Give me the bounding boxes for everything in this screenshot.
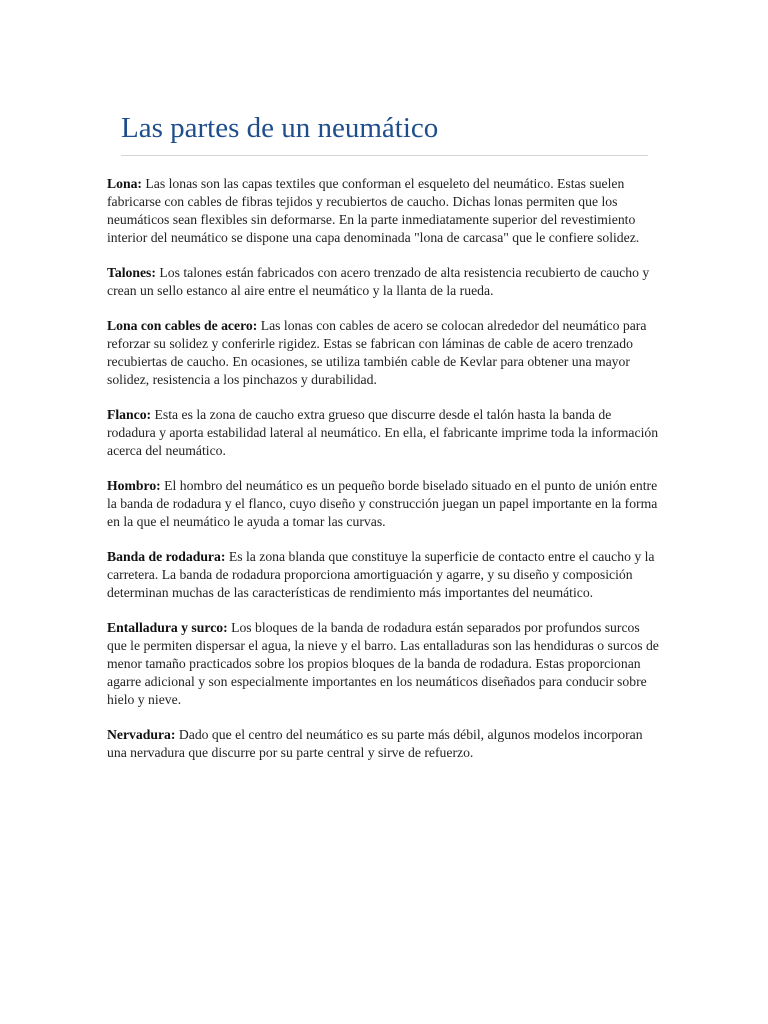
section-banda-rodadura	[107, 548, 659, 602]
section-text: Es la zona blanda que constituye la superficie de contacto entre el caucho y la carretera. La banda de rodadura proporciona amortiguación y agarre, y su diseño y composición determinan muchas de las características de rendimiento más importantes del neumático.	[107, 549, 655, 600]
section-text: Los talones están fabricados con acero trenzado de alta resistencia recubierto de caucho y crean un sello estanco al aire entre el neumático y la llanta de la rueda.	[107, 265, 650, 298]
section-term: Flanco:	[107, 407, 152, 422]
section-lona-cables-acero	[107, 317, 659, 389]
section-text: Las lonas con cables de acero se colocan alrededor del neumático para reforzar su solidez y conferirle rigidez. Estas se fabrican con láminas de cable de acero trenzado recubiertas de caucho. En ocasiones, se utiliza también cable de Kevlar para obtener una mayor solidez, resistencia a los pinchazos y durabilidad.	[107, 318, 647, 387]
section-text: Esta es la zona de caucho extra grueso que discurre desde el talón hasta la banda de rodadura y aporta estabilidad lateral al neumático. En ella, el fabricante imprime toda la información acerca del neumático.	[107, 407, 659, 458]
document-title: Las partes de un neumático	[121, 112, 439, 144]
section-text: Dado que el centro del neumático es su parte más débil, algunos modelos incorporan una nervadura que discurre por su parte central y sirve de refuerzo.	[107, 727, 643, 760]
section-hombro	[107, 477, 659, 531]
section-term: Nervadura:	[107, 727, 176, 742]
section-term: Hombro:	[107, 478, 161, 493]
section-term: Lona con cables de acero:	[107, 318, 258, 333]
section-term: Lona:	[107, 176, 142, 191]
title-divider	[121, 155, 648, 156]
section-text: Los bloques de la banda de rodadura están separados por profundos surcos que le permiten dispersar el agua, la nieve y el barro. Las entalladuras son las hendiduras o surcos de menor tamaño practicados sobre los propios bloques de la banda de rodadura. Estas proporcionan agarre adicional y son especialmente importantes en los neumáticos diseñados para conducir sobre hielo y nieve.	[107, 620, 659, 707]
section-text: Las lonas son las capas textiles que conforman el esqueleto del neumático. Estas suelen fabricarse con cables de fibras tejidos y recubiertos de caucho. Dichas lonas permiten que los neumáticos sean flexibles sin deformarse. En la parte inmediatamente superior del revestimiento interior del neumático se dispone una capa denominada "lona de carcasa" que le confiere solidez.	[107, 176, 640, 245]
section-nervadura	[107, 726, 659, 762]
section-talones	[107, 264, 659, 300]
section-term: Banda de rodadura:	[107, 549, 226, 564]
section-flanco	[107, 406, 659, 460]
section-entalladura-surco	[107, 619, 659, 709]
section-lona	[107, 175, 659, 247]
section-term: Entalladura y surco:	[107, 620, 228, 635]
section-term: Talones:	[107, 265, 156, 280]
section-text: El hombro del neumático es un pequeño borde biselado situado en el punto de unión entre la banda de rodadura y el flanco, cuyo diseño y construcción juegan un papel importante en la forma en la que el neumático le ayuda a tomar las curvas.	[107, 478, 658, 529]
document-body	[107, 175, 659, 779]
